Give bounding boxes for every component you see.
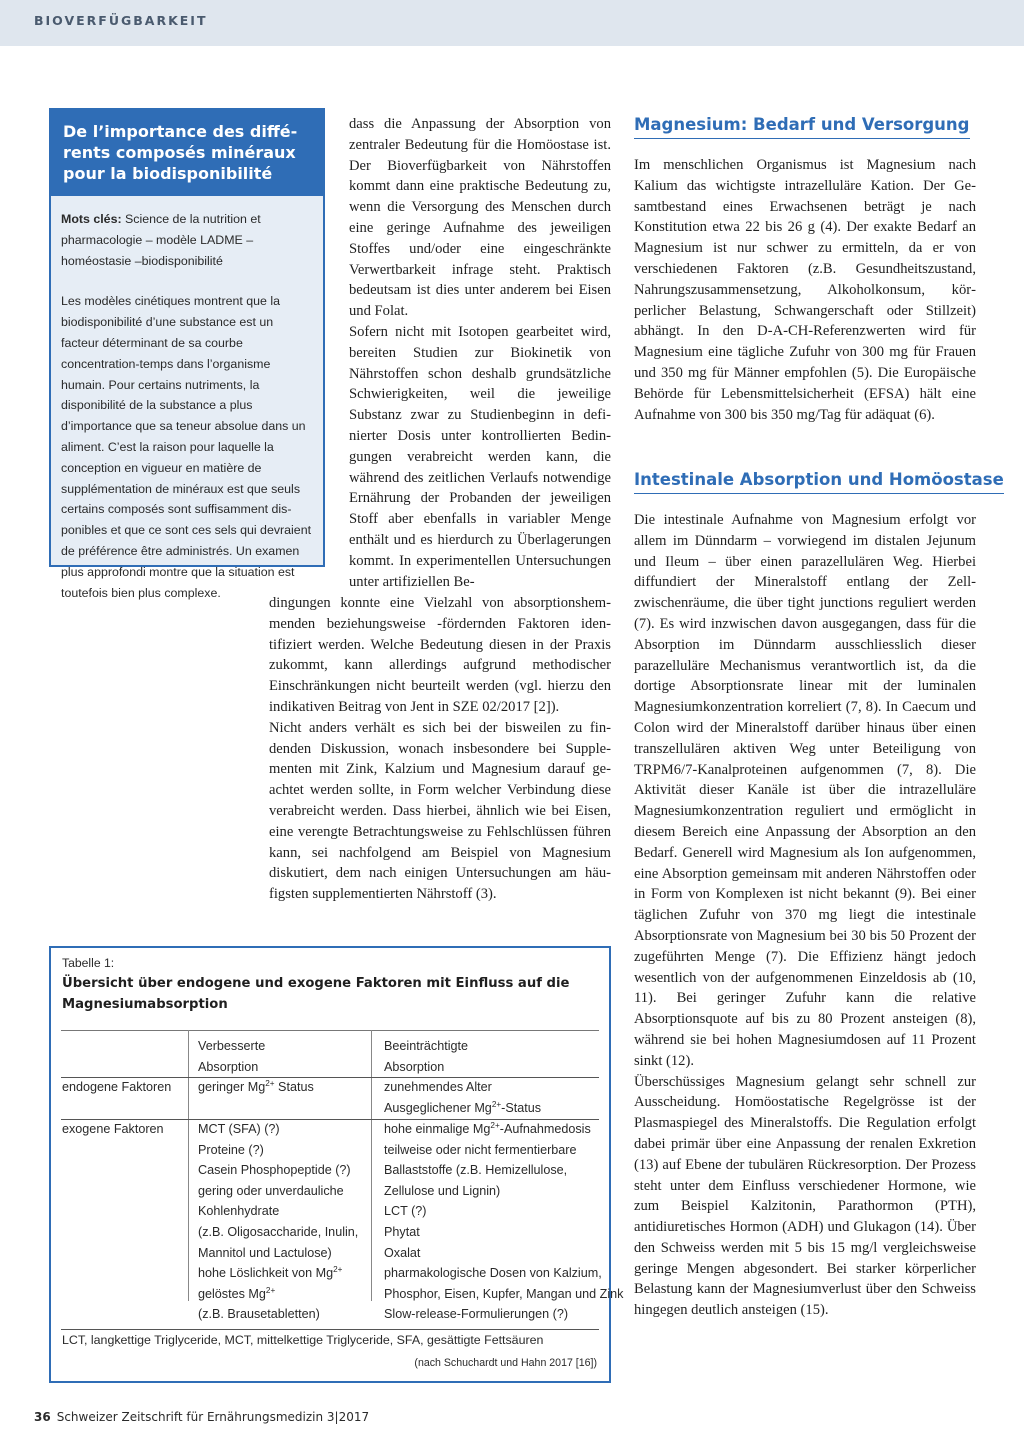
cell-text: geringer Mg (198, 1080, 266, 1094)
keywords (61, 209, 313, 271)
cell-text: Casein Phosphopeptide (?) (198, 1163, 351, 1178)
table-cell (198, 1119, 358, 1325)
row-label: endogene Faktoren (62, 1080, 172, 1094)
paragraph: Nicht anders verhält es sich bei der bisweilen zu findenden Diskussion, wonach insbesondere bei Supplementen mit Zink, Kalzium und Magnesium darauf geachtet werden sollte, in Form welcher Verbindung diese verabreicht werden. Dass hierbei, ähnlich wie bei Eisen, eine verengte Betrachtungsweise zu Fehlschlüssen führen kann, sei nachfolgend am Beispiel von Magnesium diskutiert, dem nach einigen Untersuchungen am häufigsten supplementierten Nährstoff (3). (269, 719, 611, 903)
table-rule (61, 1030, 599, 1031)
table-cell (198, 1077, 314, 1098)
keywords-text: Science de la nutrition et pharmacologie – modèle LADME – homéostasie –biodisponibilité (61, 212, 261, 268)
table-caption: Tabelle 1: (62, 956, 115, 970)
cell-text: Slow-release-Formulierungen (?) (384, 1307, 569, 1322)
page-number: 36 (34, 1410, 51, 1424)
section-heading: Intestinale Absorption und Homöostase (634, 470, 1004, 494)
cell-text: Kohlenhydrate (198, 1204, 280, 1219)
summary-body (51, 196, 323, 603)
cell-text: Phosphor, Eisen, Kupfer, Mangan und Zink (384, 1286, 624, 1301)
page-footer (34, 1410, 369, 1424)
table-divider (371, 1030, 372, 1301)
superscript: 2+ (333, 1264, 343, 1274)
header-text: Absorption (384, 1059, 445, 1074)
cell-text: gering oder unverdauliche (198, 1183, 344, 1198)
paragraph: Sofern nicht mit Isotopen gearbeitet wird, bereiten Studien zur Biokinetik von Nährstoffen schon deshalb grundsätzliche Schwierigkeiten, weil die jeweilige Substanz zwar zu Studienbeginn in definierter Dosis unter kontrollierten Bedingungen verabreicht werden kann, die während des zeitlichen Verlaufs notwendige Ernährung der Probanden der jeweiligen Stoff aber ebenfalls in variabler Menge enthält und es hierdurch zu Überlagerungen kommt. In experimentellen Untersuchungen unter artifiziellen Be- (349, 323, 611, 590)
cell-text: Status (274, 1080, 314, 1094)
table-abbreviations: LCT, langkettige Triglyceride, MCT, mittelkettige Triglyceride, SFA, gesättigte Fettsäuren (62, 1333, 544, 1347)
header-impaired (384, 1036, 468, 1077)
cell-text: -Status (501, 1100, 542, 1115)
superscript: 2+ (265, 1078, 275, 1088)
cell-text: Mannitol und Lactulose) (198, 1245, 332, 1260)
middle-column-bottom (269, 593, 611, 905)
right-column-lower (634, 510, 976, 1321)
cell-text: hohe einmalige Mg (384, 1122, 491, 1136)
paragraph: dingungen konnte eine Vielzahl von absorptionshemmenden beziehungsweise -fördernden Faktoren identifiziert werden. Welche Bedeutung diesen in der Praxis zukommt, kann allerdings aufgrund methodischer Einschränkungen nicht beurteilt werden (vgl. hierzu den indikativen Beitrag von Jent in SZE 02/2017 [2]). (269, 595, 611, 715)
cell-text: LCT (?) (384, 1204, 427, 1219)
table-title: Übersicht über endogene und exogene Faktoren mit Einfluss auf die Magnesiumabsorption (62, 976, 570, 1012)
table-1 (49, 946, 624, 1383)
right-column (634, 155, 976, 425)
table-source: (nach Schuchardt und Hahn 2017 [16]) (414, 1357, 597, 1369)
middle-column-top (349, 114, 611, 592)
cell-text: hohe Löslichkeit von Mg (198, 1266, 334, 1281)
row-label: exogene Faktoren (62, 1122, 164, 1136)
cell-text: (z.B. Brausetabletten) (198, 1307, 320, 1322)
cell-text: -Aufnahmedosis (499, 1122, 591, 1136)
french-summary-box (49, 108, 325, 600)
header-improved (198, 1036, 265, 1077)
superscript: 2+ (490, 1120, 500, 1130)
table-cell (384, 1077, 541, 1118)
header-text: Absorption (198, 1059, 259, 1074)
cell-text: Ausgeglichener Mg (384, 1100, 492, 1115)
cell-text: (z.B. Oligosaccharide, Inulin, (198, 1224, 359, 1239)
table-divider (188, 1030, 189, 1301)
superscript: 2+ (491, 1099, 502, 1109)
paragraph: Im menschlichen Organismus ist Magnesium nach Kalium das wichtigste intrazelluläre Kation. Der Gesamtbestand eines Erwachsenen beträgt je nach Konstitution etwa 22 bis 26 g (4). Der exakte Bedarf an Magnesium ist nur schwer zu ermitteln, da er von verschiedenen Faktoren (z.B. Gesundheitszustand, Nahrungszusammensetzung, Alkoholkonsum, körperlicher Belastung, Schwangerschaft oder Stillzeit) abhängt. In den D-A-CH-Referenzwerten wird für Magnesium eine tägliche Zufuhr von 300 mg für Frauen und 350 mg für Männer empfohlen (5). Die Europäische Behörde für Lebensmittelsicherheit (EFSA) hält eine Aufnahme von 300 bis 350 mg/Tag für adäquat (6). (634, 157, 976, 423)
cell-text: pharmakologische Dosen von Kalzium, (384, 1266, 602, 1281)
table-cell (384, 1119, 623, 1325)
paragraph: Überschüssiges Magnesium gelangt sehr schnell zur Ausscheidung. Homöostatische Regelgrösse ist der Plasmaspiegel des Mineralstoffs. Die Regulation erfolgt dabei primär über eine Anpassung der renalen Exkretion (13) auf Ebene der tubulären Rückresorption. Der Prozess steht unter dem Einfluss verschiedener Hormone, wie zum Beispiel Kalzitonin, Parathormon (PTH), antidiuretisches Hormon (ADH) und Glukagon (14). Über den Schweiss werden mit 5 bis 15 mg/l vergleichsweise geringe Mengen abgesondert. Bei starker körperlicher Belastung kann der Magnesiumverlust über den Schweiss hingegen deutlich ansteigen (15). (634, 1073, 976, 1319)
journal-name: Schweizer Zeitschrift für Ernährungsmedizin 3|2017 (56, 1410, 370, 1424)
cell-text: teilweise oder nicht fermentierbare (384, 1142, 577, 1157)
table-rule (61, 1329, 599, 1330)
header-text: Verbesserte (198, 1039, 266, 1053)
cell-text: Oxalat (384, 1245, 421, 1260)
cell-text: Ballaststoffe (z.B. Hemizellulose, (384, 1163, 568, 1178)
header-text: Beeinträchtigte (384, 1039, 469, 1053)
cell-text: gelöstes Mg (198, 1286, 266, 1301)
paragraph: dass die Anpassung der Absorption von zentraler Bedeutung für die Homöostase ist. Der Bioverfügbarkeit von Nährstoffen kommt dann eine praktische Bedeutung zu, wenn die Versorgung des Menschen durch eine geringe Aufnahme des jeweiligen Stoffes und/oder eine eingeschränkte Verwertbarkeit infrage steht. Praktisch bedeutsam ist dies unter anderem bei Eisen und Folat. (349, 116, 611, 320)
superscript: 2+ (265, 1285, 276, 1295)
cell-text: Zellulose und Lignin) (384, 1183, 501, 1198)
summary-title: De l’importance des différents composés minéraux pour la biodisponibilité (51, 110, 323, 196)
cell-text: Phytat (384, 1224, 420, 1239)
cell-text: Proteine (?) (198, 1142, 264, 1157)
paragraph: Die intestinale Aufnahme von Magnesium erfolgt vor allem im Dünndarm – vorwiegend im distalen Jejunum und Ileum – über einen parazellulären Weg. Hierbei diffundiert der Mineralstoff entlang der Zellzwischenräume, die über tight junctions reguliert werden (7). Es wird inzwischen davon ausgegangen, dass für die Absorption im Dünndarm ausschliesslich dieser parazelluläre Mechanismus verantwortlich ist, da die dortige Absorptionsrate linear mit der luminalen Magnesiumkonzentration korreliert (7, 8). In Caecum und Colon wird der Mineralstoff darüber hinaus über einen transzellulären aktiven Weg unter Beteiligung von TRPM6/7-Kanalproteinen aufgenommen (7, 8). Die Aktivität dieser Kanäle ist über die intrazelluläre Magnesiumkonzentration reguliert und ermöglicht in diesem Bereich eine Anpassung der Absorption an den Bedarf. Generell wird Magnesium als Ion aufgenommen, eine Absorption gemeinsam mit anderen Nährstoffen oder in Form von Komplexen ist nicht bekannt (9). Bei einer täglichen Zufuhr von 370 mg liegt die intestinale Absorptionsrate von Magnesium bei 30 bis 50 Prozent der zugeführten Menge (7). Die Effizienz hängt jedoch wesentlich von der aufgenommenen Einzeldosis ab (10, 11). Bei geringer Zufuhr kann die relative Absorptionsquote auf bis zu 80 Prozent ansteigen (8), während sie bei hohen Magnesiumdosen auf 11 Prozent sinkt (12). (634, 512, 976, 1069)
cell-text: zunehmendes Alter (384, 1080, 492, 1094)
summary-text: Les modèles cinétiques montrent que la biodisponibilité d’une substance est un facteur déterminant de sa courbe concentration-temps dans l’organisme humain. Pour certains nutriments, la disponibilité de la substance a plus d’importance que sa teneur absolue dans un aliment. C’est la raison pour laquelle la conception en vigueur en matière de supplémentation de minéraux est que seuls certains composés sont suffisamment disponibles et que ce sont ces sels qui devraient de préférence être administrés. Un examen plus approfondi montre que la situation est toutefois bien plus complexe. (61, 294, 312, 600)
keywords-label: Mots clés: (61, 212, 122, 226)
cell-text: MCT (SFA) (?) (198, 1122, 280, 1136)
section-heading: Magnesium: Bedarf und Versorgung (634, 115, 970, 139)
section-label: BIOVERFÜGBARKEIT (34, 13, 208, 28)
